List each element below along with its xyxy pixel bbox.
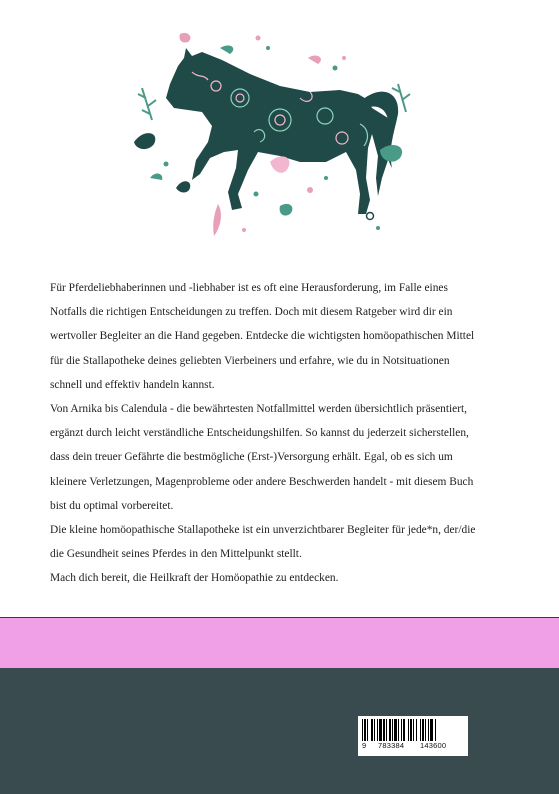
barcode-bar	[420, 719, 421, 741]
barcode-bar	[389, 719, 391, 741]
blurb-line: Für Pferdeliebhaberinnen und -liebhaber ist es oft eine Herausforderung, im Falle eines	[50, 282, 448, 294]
barcode-bar	[416, 719, 417, 741]
barcode-bar	[435, 719, 436, 741]
back-cover-blurb	[50, 282, 520, 596]
barcode-bars	[362, 719, 464, 741]
barcode-bar	[371, 719, 373, 741]
barcode-bar	[403, 719, 405, 741]
blurb-line: schnell und effektiv handeln kannst.	[50, 378, 215, 391]
barcode-right-group: 143600	[420, 741, 447, 750]
barcode-first-digit: 9	[362, 741, 367, 750]
pink-band	[0, 617, 559, 669]
barcode-bar	[408, 719, 409, 741]
blurb-line: für die Stallapotheke deines geliebten Vierbeiners und erfahre, wie du in Notsituationen	[50, 354, 450, 367]
barcode-bar	[386, 719, 387, 741]
barcode-bar	[383, 719, 385, 741]
barcode-bar	[425, 719, 426, 741]
blurb-line: Mach dich bereit, die Heilkraft der Homöopathie zu entdecken.	[50, 572, 339, 585]
barcode-bar	[430, 719, 433, 741]
barcode-bar	[377, 719, 378, 741]
barcode-bar	[422, 719, 424, 741]
isbn-barcode	[358, 716, 468, 756]
blurb-line: Von Arnika bis Calendula - die bewährtesten Notfallmittel werden übersichtlich präsentiert,	[50, 402, 468, 415]
horse-illustration	[130, 28, 420, 248]
barcode-bar	[413, 719, 414, 741]
barcode-bar	[394, 719, 397, 741]
blurb-line: kleinere Verletzungen, Magenprobleme oder andere Beschwerden handelt - mit diesem Buch	[50, 475, 474, 488]
blurb-line: Die kleine homöopathische Stallapotheke ist ein unverzichtbarer Begleiter für jede*n, der/die	[50, 523, 476, 536]
blurb-line: die Gesundheit seines Pferdes in den Mittelpunkt stellt.	[50, 548, 302, 561]
barcode-bar	[392, 719, 393, 741]
barcode-bar	[374, 719, 375, 741]
barcode-bar	[379, 719, 382, 741]
blurb-line: Notfalls die richtigen Entscheidungen zu treffen. Doch mit diesem Ratgeber wird dir ein	[50, 306, 453, 319]
barcode-left-group: 783384	[378, 741, 405, 750]
barcode-bar	[367, 719, 368, 741]
barcode-bar	[401, 719, 402, 741]
blurb-line: ergänzt durch leicht verständliche Entscheidungshilfen. So kannst du jederzeit sicherstellen,	[50, 427, 469, 440]
barcode-bar	[362, 719, 363, 741]
barcode-bar	[364, 719, 366, 741]
barcode-bar	[398, 719, 399, 741]
blurb-line: wertvoller Begleiter an die Hand gegeben. Entdecke die wichtigsten homöopathischen Mittel	[50, 330, 475, 343]
barcode-bar	[410, 719, 412, 741]
blurb-line: bist du optimal vorbereitet.	[50, 499, 174, 512]
blurb-line: dass dein treuer Gefährte die bestmögliche (Erst-)Versorgung erhält. Egal, ob es sich um	[50, 451, 453, 464]
dark-band	[0, 668, 559, 794]
barcode-bar	[428, 719, 429, 741]
